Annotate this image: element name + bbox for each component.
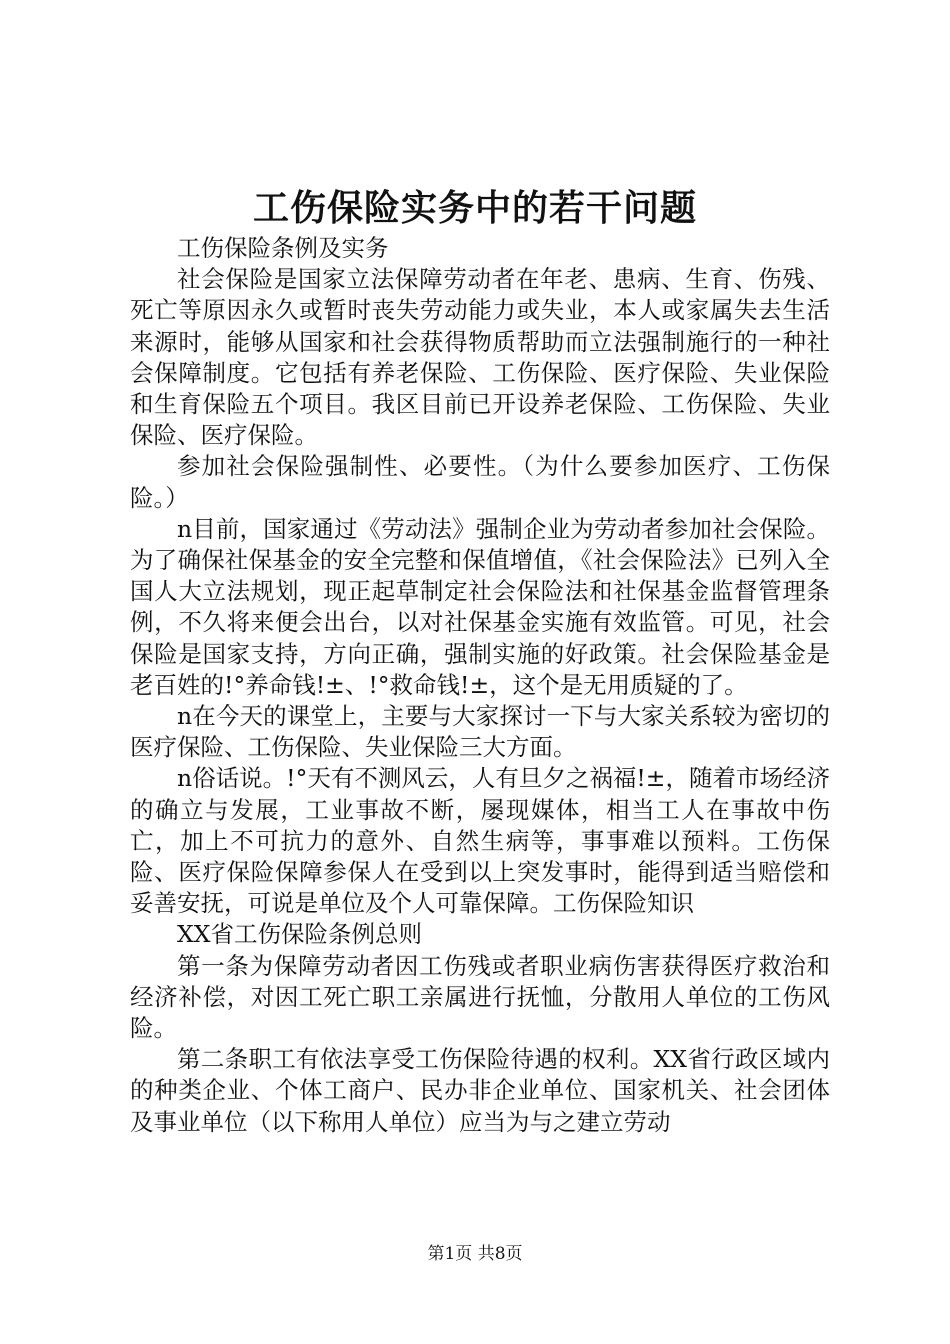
- paragraph-article-two: 第二条职工有依法享受工伤保险待遇的权利。XX省行政区域内的种类企业、个体工商户、民办非企业单位、国家机关、社会团体及事业单位（以下称用人单位）应当为与之建立劳动: [130, 1045, 830, 1136]
- paragraph-article-one: 第一条为保障劳动者因工伤残或者职业病伤害获得医疗救治和经济补偿，对因工死亡职工亲属进行抚恤，分散用人单位的工伤风险。: [130, 951, 830, 1043]
- paragraph-social-insurance-definition: 社会保险是国家立法保障劳动者在年老、患病、生育、伤残、死亡等原因永久或暂时丧失劳动能力或失业，本人或家属失去生活来源时，能够从国家和社会获得物质帮助而立法强制施行的一种社会保障制度。它包括有养老保险、工伤保险、医疗保险、失业保险和生育保险五个项目。我区目前已开设养老保险、工伤保险、失业保险、医疗保险。: [130, 265, 830, 450]
- paragraph-today-topics: n在今天的课堂上，主要与大家探讨一下与大家关系较为密切的医疗保险、工伤保险、失业保险三大方面。: [130, 702, 830, 762]
- paragraph-proverb: n俗话说。!°天有不测风云，人有旦夕之祸福!±，随着市场经济的确立与发展，工业事故不断，屡现媒体，相当工人在事故中伤亡，加上不可抗力的意外、自然生病等，事事难以预料。工伤保险、医疗保险保障参保人在受到以上突发事时，能得到适当赔偿和妥善安抚，可说是单位及个人可靠保障。工伤保险知识: [130, 764, 830, 918]
- page-number-footer: 第1页 共8页: [427, 1244, 523, 1264]
- paragraph-general-provisions-heading: XX省工伤保险条例总则: [177, 920, 422, 949]
- paragraph-heading-regulations: 工伤保险条例及实务: [177, 234, 389, 262]
- paragraph-labor-law: n目前，国家通过《劳动法》强制企业为劳动者参加社会保险。为了确保社保基金的安全完整和保值增值，《社会保险法》已列入全国人大立法规划，现正起草制定社会保险法和社保基金监督管理条例，不久将来便会出台，以对社保基金实施有效监管。可见，社会保险是国家支持，方向正确，强制实施的好政策。社会保险基金是老百姓的!°养命钱!±、!°救命钱!±，这个是无用质疑的了。: [130, 514, 830, 699]
- document-title: 工伤保险实务中的若干问题: [252, 187, 697, 229]
- paragraph-mandatory-necessity: 参加社会保险强制性、必要性。（为什么要参加医疗、工伤保险。）: [130, 452, 830, 512]
- document-body: [130, 233, 830, 1138]
